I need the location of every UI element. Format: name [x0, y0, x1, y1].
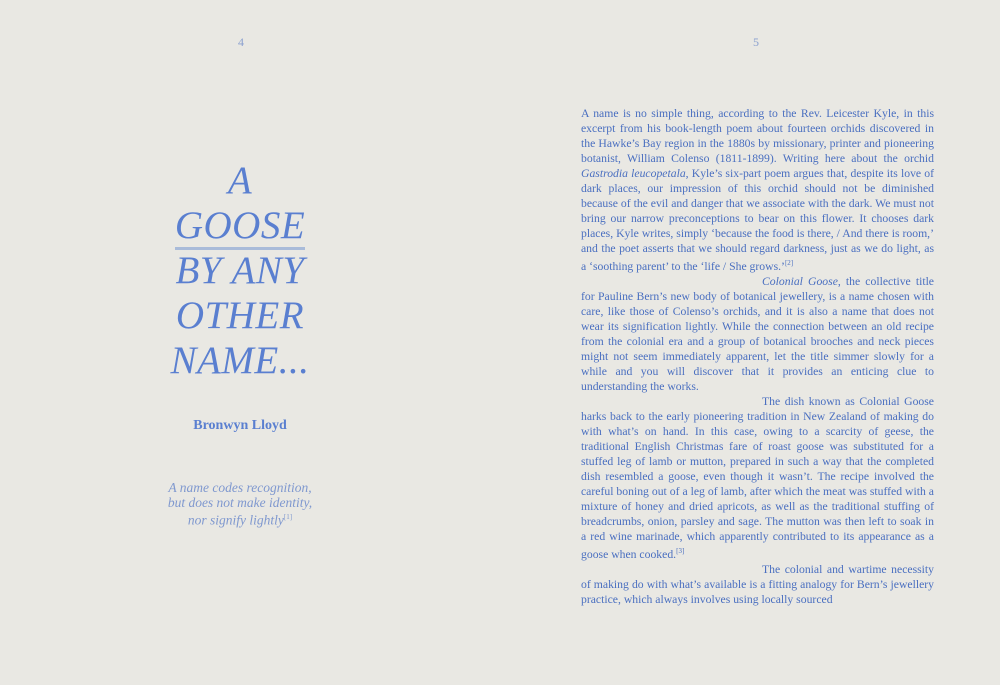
paragraph	[581, 394, 934, 562]
title-line: A	[227, 159, 253, 202]
page-number-left: 4	[238, 35, 244, 49]
paragraph-text: , Kyle’s six-part poem argues that, despite its love of dark places, our impression of this orchid should not be diminished because of the evil and danger that we associate with the dark. We must not bring our narrow preconceptions to bear on this flower. It chooses dark places, Kyle writes, simply ‘because the food is there, / And there is room,’ and the poet asserts that we should regard darkness, just as we do light, as a ‘soothing parent’ to the ‘life / She grows.’	[581, 167, 934, 273]
article-title	[140, 158, 340, 383]
paragraph	[581, 106, 934, 274]
paragraph	[581, 562, 934, 607]
author-name: Bronwyn Lloyd	[193, 418, 287, 433]
paragraph	[581, 274, 934, 394]
paragraph-text: A name is no simple thing, according to the Rev. Leicester Kyle, in this excerpt from his book-length poem about fourteen orchids discovered in the Hawke’s Bay region in the 1880s by missionary, printer and pioneering botanist, William Colenso (1811-1899). Writing here about the orchid	[581, 107, 934, 165]
paragraph-text: , the collective title for Pauline Bern’s new body of botanical jewellery, is a name chosen with care, like those of Colenso’s orchids, and it is also a name that does not wear its signification lightly. While the connection between an old recipe from the colonial era and a group of botanical brooches and neck pieces might not seem immediately apparent, let the title simmer slowly for a while and you will discover that it provides an enticing clue to understanding the works.	[581, 274, 934, 393]
epigraph-line	[140, 510, 340, 528]
epigraph-line: but does not make identity,	[167, 495, 313, 510]
species-name: Gastrodia leucopetala	[581, 167, 686, 180]
title-line: BY ANY	[175, 249, 305, 292]
footnote-ref: [3]	[676, 546, 685, 555]
title-line	[140, 203, 340, 248]
epigraph-line: A name codes recognition,	[168, 480, 312, 495]
collection-title: Colonial Goose	[762, 274, 838, 288]
paragraph-text: The colonial and wartime necessity of making do with what’s available is a fitting analogy for Bern’s jewellery practice, which always involves using locally sourced	[581, 562, 934, 606]
epigraph	[140, 480, 340, 528]
title-line: OTHER	[175, 294, 305, 337]
footnote-ref: [1]	[283, 513, 293, 521]
right-page	[500, 0, 1000, 685]
body-text	[581, 106, 934, 607]
page-number-right: 5	[753, 35, 759, 49]
paragraph-text: The dish known as Colonial Goose harks back to the early pioneering tradition in New Zealand of making do with what’s on hand. In this case, owing to a scarcity of geese, the traditional English Christmas fare of roast goose was substituted for a stuffed leg of lamb or mutton, prepared in such a way that the completed dish resembled a goose, even though it wasn’t. The recipe involved the careful boning out of a leg of lamb, after which the meat was stuffed with a mixture of honey and dried apricots, as well as the traditional stuffing of breadcrumbs, onion, parsley and sage. The mutton was then left to soak in a red wine marinade, which apparently contributed to its appearance as a goose when cooked.	[581, 394, 934, 561]
epigraph-line-text: nor signify lightly	[187, 512, 284, 528]
footnote-ref: [2]	[784, 259, 794, 267]
title-word-underlined: GOOSE	[175, 204, 305, 250]
title-line: NAME...	[170, 339, 310, 382]
